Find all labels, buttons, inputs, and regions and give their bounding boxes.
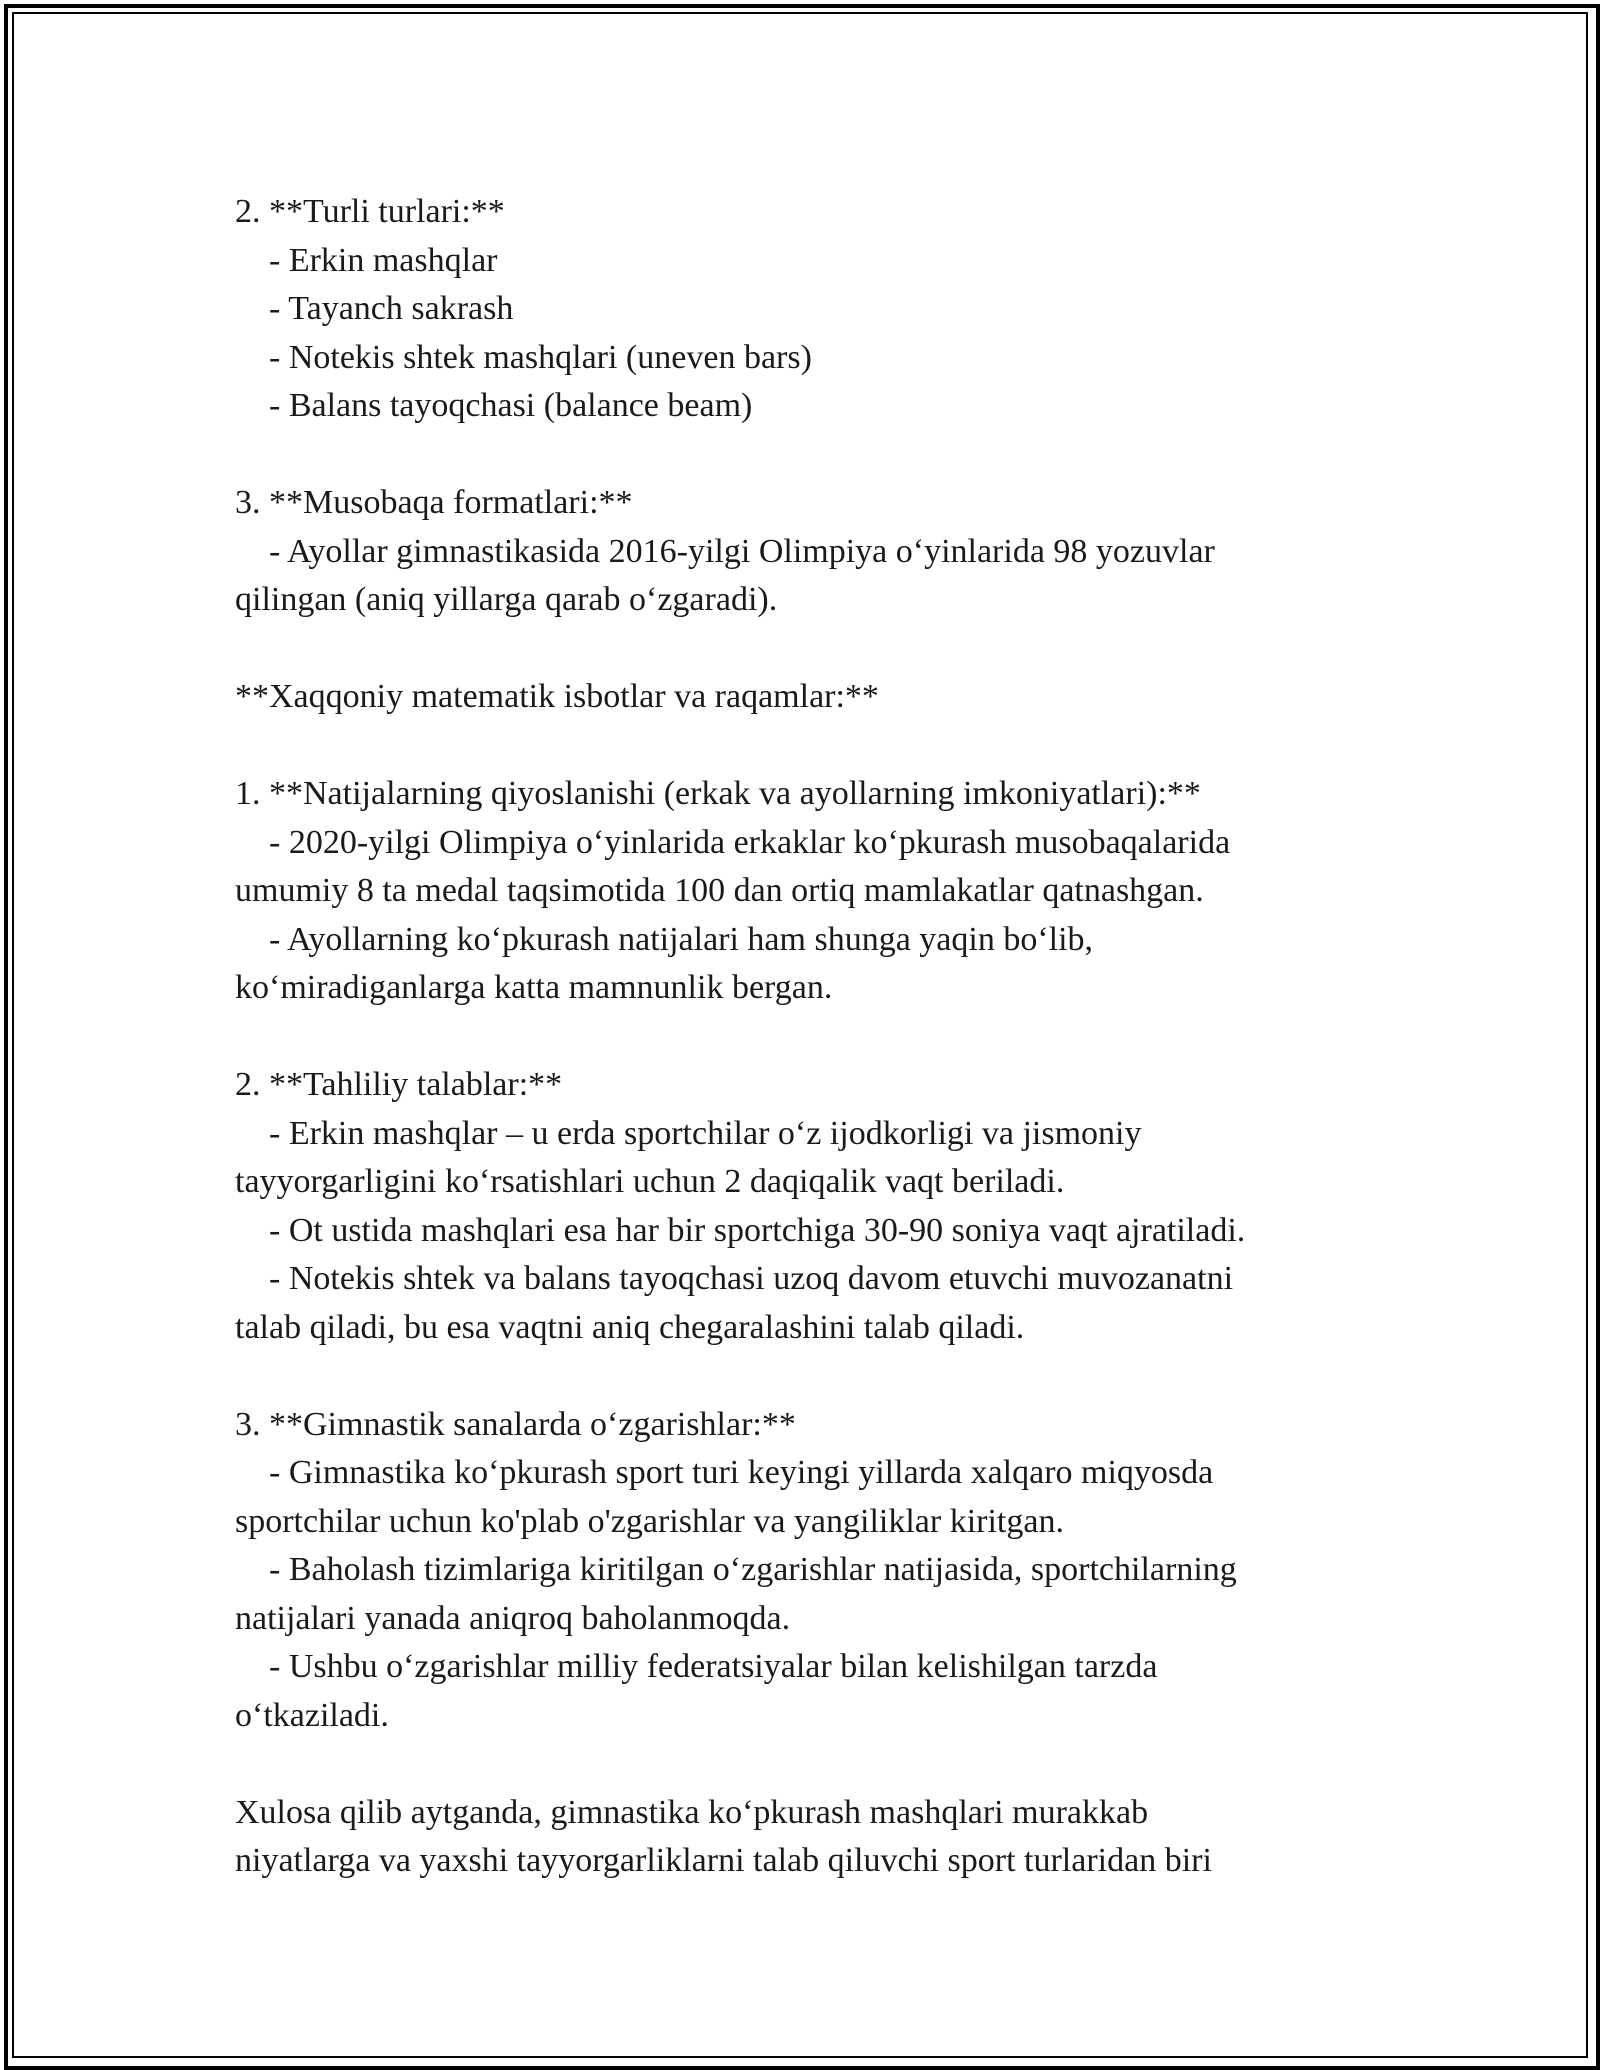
text-line: - Balans tayoqchasi (balance beam): [235, 387, 753, 424]
text-line: - Notekis shtek mashqlari (uneven bars): [235, 338, 812, 376]
text-line: 2. **Tahliliy talablar:**: [235, 1066, 563, 1103]
text-line: - Erkin mashqlar – u erda sportchilar o‘z ijodkorligi va jismoniy: [235, 1114, 1142, 1152]
blank-line: [235, 722, 1395, 771]
text-line: 1. **Natijalarning qiyoslanishi (erkak va ayollarning imkoniyatlari):**: [235, 775, 1201, 812]
text-line: - Ayollar gimnastikasida 2016-yilgi Olimpiya o‘yinlarida 98 yozuvlar: [235, 532, 1215, 570]
text-line: 3. **Gimnastik sanalarda o‘zgarishlar:**: [235, 1405, 796, 1443]
text-line: Xulosa qilib aytganda, gimnastika ko‘pkurash mashqlari murakkab: [235, 1793, 1149, 1831]
text-line: - Gimnastika ko‘pkurash sport turi keyingi yillarda xalqaro miqyosda: [235, 1454, 1214, 1491]
blank-line: [235, 1013, 1395, 1062]
text-line: niyatlarga va yaxshi tayyorgarliklarni talab qiluvchi sport turlaridan biri: [235, 1842, 1212, 1879]
text-line: 3. **Musobaqa formatlari:**: [235, 484, 633, 521]
blank-line: [235, 625, 1395, 674]
blank-line: [235, 431, 1395, 480]
blank-line: [235, 1352, 1395, 1401]
text-line: ko‘miradiganlarga katta mamnunlik bergan.: [235, 969, 833, 1006]
blank-line: [235, 1740, 1395, 1789]
text-line: - Baholash tizimlariga kiritilgan o‘zgarishlar natijasida, sportchilarning: [235, 1551, 1237, 1588]
text-line: o‘tkaziladi.: [235, 1696, 389, 1734]
text-line: talab qiladi, bu esa vaqtni aniq chegaralashini talab qiladi.: [235, 1308, 1025, 1346]
document-body: [235, 188, 1395, 1886]
text-line: - Ot ustida mashqlari esa har bir sportchiga 30-90 soniya vaqt ajratiladi.: [235, 1211, 1246, 1249]
text-line: - Ushbu o‘zgarishlar milliy federatsiyalar bilan kelishilgan tarzda: [235, 1648, 1158, 1685]
text-line: sportchilar uchun ko'plab o'zgarishlar va yangiliklar kiritgan.: [235, 1502, 1064, 1540]
text-line: **Xaqqoniy matematik isbotlar va raqamlar:**: [235, 678, 879, 715]
text-line: - Notekis shtek va balans tayoqchasi uzoq davom etuvchi muvozanatni: [235, 1260, 1234, 1297]
text-line: - Ayollarning ko‘pkurash natijalari ham shunga yaqin bo‘lib,: [235, 920, 1094, 958]
text-line: - Erkin mashqlar: [235, 241, 498, 279]
text-line: 2. **Turli turlari:**: [235, 193, 505, 230]
text-line: tayyorgarligini ko‘rsatishlari uchun 2 daqiqalik vaqt beriladi.: [235, 1163, 1065, 1200]
text-line: natijalari yanada aniqroq baholanmoqda.: [235, 1599, 791, 1637]
text-line: qilingan (aniq yillarga qarab o‘zgaradi).: [235, 581, 778, 618]
text-line: umumiy 8 ta medal taqsimotida 100 dan ortiq mamlakatlar qatnashgan.: [235, 872, 1204, 909]
text-line: - Tayanch sakrash: [235, 290, 514, 327]
text-line: - 2020-yilgi Olimpiya o‘yinlarida erkaklar ko‘pkurash musobaqalarida: [235, 823, 1231, 861]
